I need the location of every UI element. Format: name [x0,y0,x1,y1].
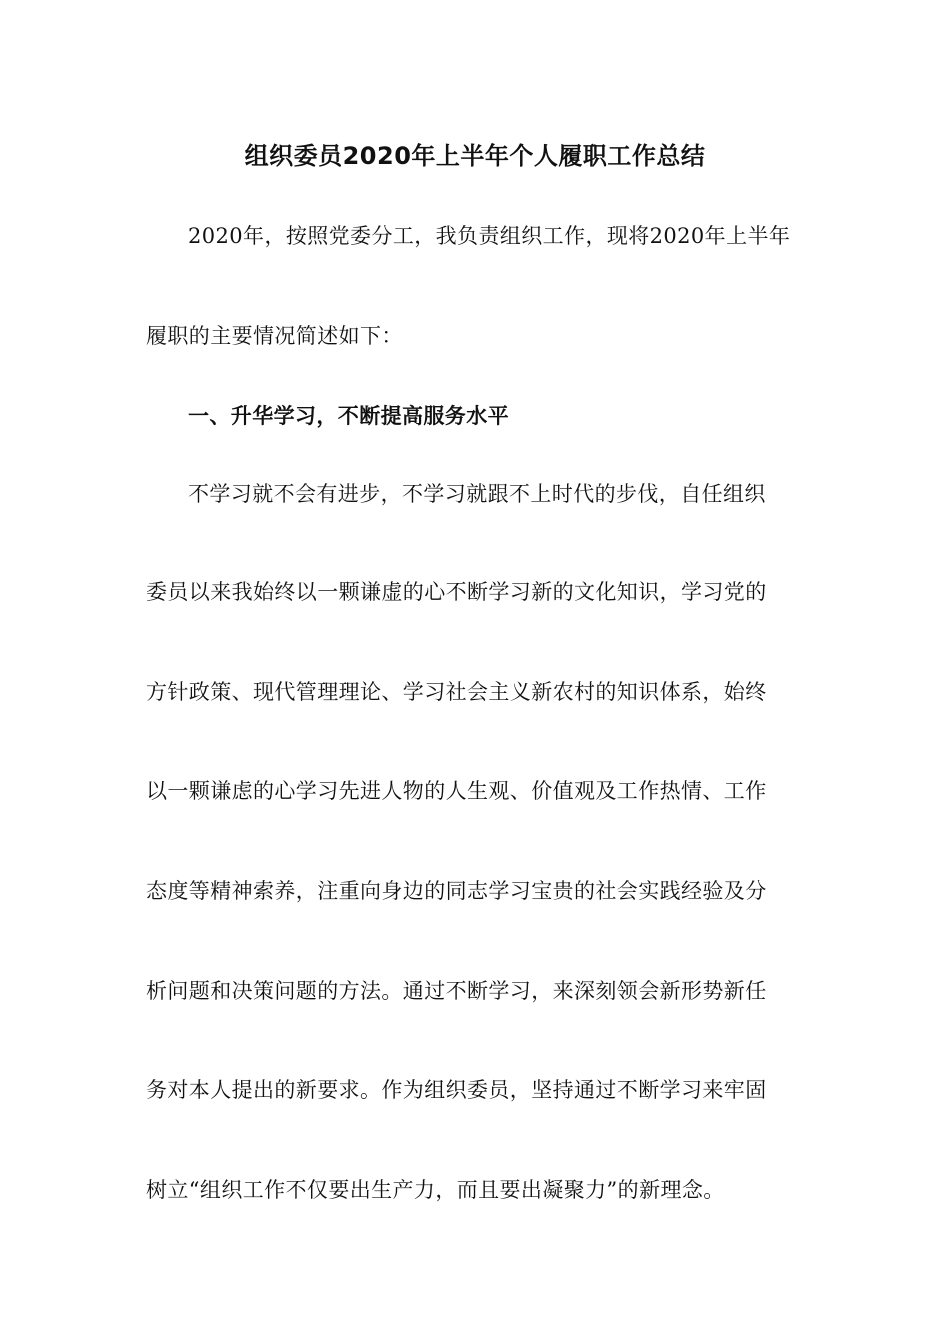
section-heading: 一、升华学习，不断提高服务水平 [188,404,509,428]
paragraph-line: 方针政策、现代管理理论、学习社会主义新农村的知识体系，始终 [146,680,767,704]
intro-line-2: 履职的主要情况简述如下： [146,324,403,348]
paragraph-line: 析问题和决策问题的方法。通过不断学习，来深刻领会新形势新任 [146,979,767,1003]
paragraph-line: 委员以来我始终以一颗谦虚的心不断学习新的文化知识，学习党的 [146,580,767,604]
paragraph-line: 不学习就不会有进步，不学习就跟不上时代的步伐，自任组织 [188,482,766,506]
intro-line-1: 2020年，按照党委分工，我负责组织工作，现将2020年上半年 [188,224,791,248]
paragraph-line: 以一颗谦虑的心学习先进人物的人生观、价值观及工作热情、工作 [146,779,767,803]
paragraph-line: 务对本人提出的新要求。作为组织委员，坚持通过不断学习来牢固 [146,1078,767,1102]
document-title: 组织委员2020年上半年个人履职工作总结 [244,142,706,170]
paragraph-line: 树立“组织工作不仅要出生产力，而且要出凝聚力”的新理念。 [146,1178,725,1202]
paragraph-line: 态度等精神索养，注重向身边的同志学习宝贵的社会实践经验及分 [146,879,767,903]
